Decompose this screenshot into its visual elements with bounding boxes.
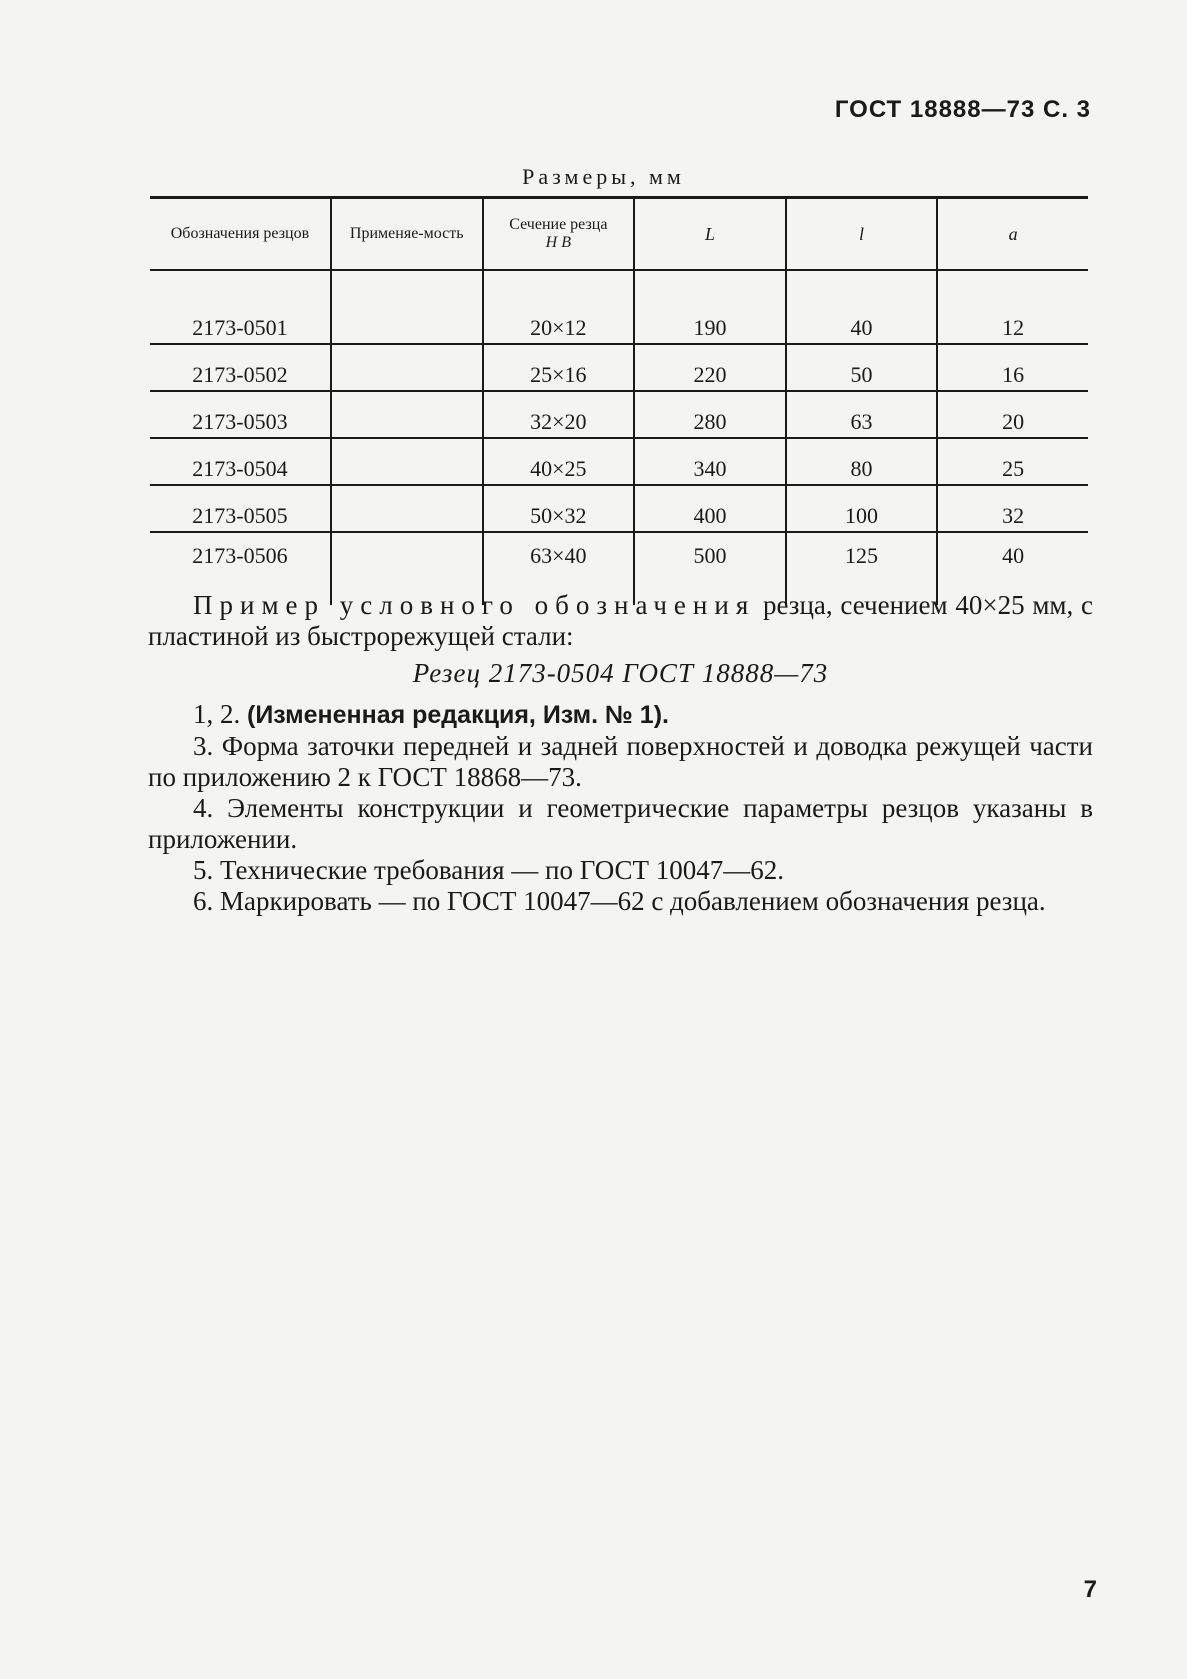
cell-L: 190	[634, 270, 786, 344]
header-section-sub: H B	[545, 234, 571, 251]
example-paragraph	[148, 590, 1093, 652]
cell-L: 220	[634, 344, 786, 391]
table-row	[150, 485, 1088, 532]
cell-L: 400	[634, 485, 786, 532]
item-number: 4.	[193, 793, 214, 823]
item-text: Технические требования — по ГОСТ 10047—62.	[220, 855, 785, 885]
header-section-title: Сечение резца	[509, 216, 608, 233]
cell-designation: 2173-0502	[150, 344, 331, 391]
cell-a: 40	[937, 532, 1088, 605]
page-number: 7	[1083, 1576, 1097, 1603]
cell-designation: 2173-0505	[150, 485, 331, 532]
example-designation: Резец 2173-0504 ГОСТ 18888—73	[412, 658, 829, 688]
table-row	[150, 438, 1088, 485]
list-item	[148, 886, 1093, 917]
item-bold-text: (Измененная редакция, Изм. № 1).	[247, 701, 669, 729]
cell-L: 340	[634, 438, 786, 485]
cell-applicability	[331, 344, 483, 391]
cell-a: 12	[937, 270, 1088, 344]
header-designation: Обозначения резцов	[150, 198, 331, 271]
list-item	[148, 793, 1093, 855]
cell-L: 280	[634, 391, 786, 438]
item-number: 3.	[193, 731, 214, 761]
cell-section: 63×40	[483, 532, 635, 605]
cell-applicability	[331, 485, 483, 532]
table-caption: Размеры, мм	[522, 164, 685, 189]
cell-l: 63	[786, 391, 938, 438]
header-a: a	[937, 198, 1088, 271]
cell-l: 40	[786, 270, 938, 344]
cell-designation: 2173-0503	[150, 391, 331, 438]
table-row	[150, 391, 1088, 438]
body-text	[148, 590, 1093, 917]
cell-applicability	[331, 438, 483, 485]
item-text: Маркировать — по ГОСТ 10047—62 с добавлением обозначения резца.	[220, 886, 1046, 916]
list-item	[148, 855, 1093, 886]
cell-a: 16	[937, 344, 1088, 391]
header-section	[483, 198, 635, 271]
cell-l: 50	[786, 344, 938, 391]
table-row	[150, 344, 1088, 391]
cell-a: 25	[937, 438, 1088, 485]
item-number: 1, 2.	[193, 699, 241, 729]
item-number: 5.	[193, 855, 214, 885]
example-lead-rest: резца, сечением 40×25 мм, с пластиной из быстрорежущей стали:	[148, 590, 1093, 651]
cell-l: 125	[786, 532, 938, 605]
cell-designation: 2173-0501	[150, 270, 331, 344]
cell-designation: 2173-0504	[150, 438, 331, 485]
item-number: 6.	[193, 886, 214, 916]
list-item	[148, 699, 1093, 731]
example-lead-spaced: Пример условного обозначения	[193, 590, 756, 620]
header-L: L	[634, 198, 786, 271]
table-header-row	[150, 198, 1088, 271]
cell-section: 50×32	[483, 485, 635, 532]
cell-designation: 2173-0506	[192, 543, 288, 568]
header-l: l	[786, 198, 938, 271]
table-row	[150, 270, 1088, 344]
item-text: Элементы конструкции и геометрические параметры резцов указаны в приложении.	[148, 793, 1094, 854]
cell-a: 32	[937, 485, 1088, 532]
cell-a: 20	[937, 391, 1088, 438]
dimensions-table	[150, 196, 1088, 605]
list-item	[148, 731, 1093, 793]
cell-l: 80	[786, 438, 938, 485]
cell-section: 40×25	[483, 438, 635, 485]
header-applicability: Применяе-мость	[331, 198, 483, 271]
cell-applicability	[331, 391, 483, 438]
page-header: ГОСТ 18888—73 С. 3	[834, 96, 1091, 123]
cell-l: 100	[786, 485, 938, 532]
item-text: Форма заточки передней и задней поверхностей и доводка режущей части по приложению 2 к ГОСТ 18868—73.	[148, 731, 1093, 792]
cell-section: 32×20	[483, 391, 635, 438]
cell-section: 20×12	[483, 270, 635, 344]
cell-L: 500	[634, 532, 786, 605]
cell-section: 25×16	[483, 344, 635, 391]
cell-applicability	[331, 270, 483, 344]
